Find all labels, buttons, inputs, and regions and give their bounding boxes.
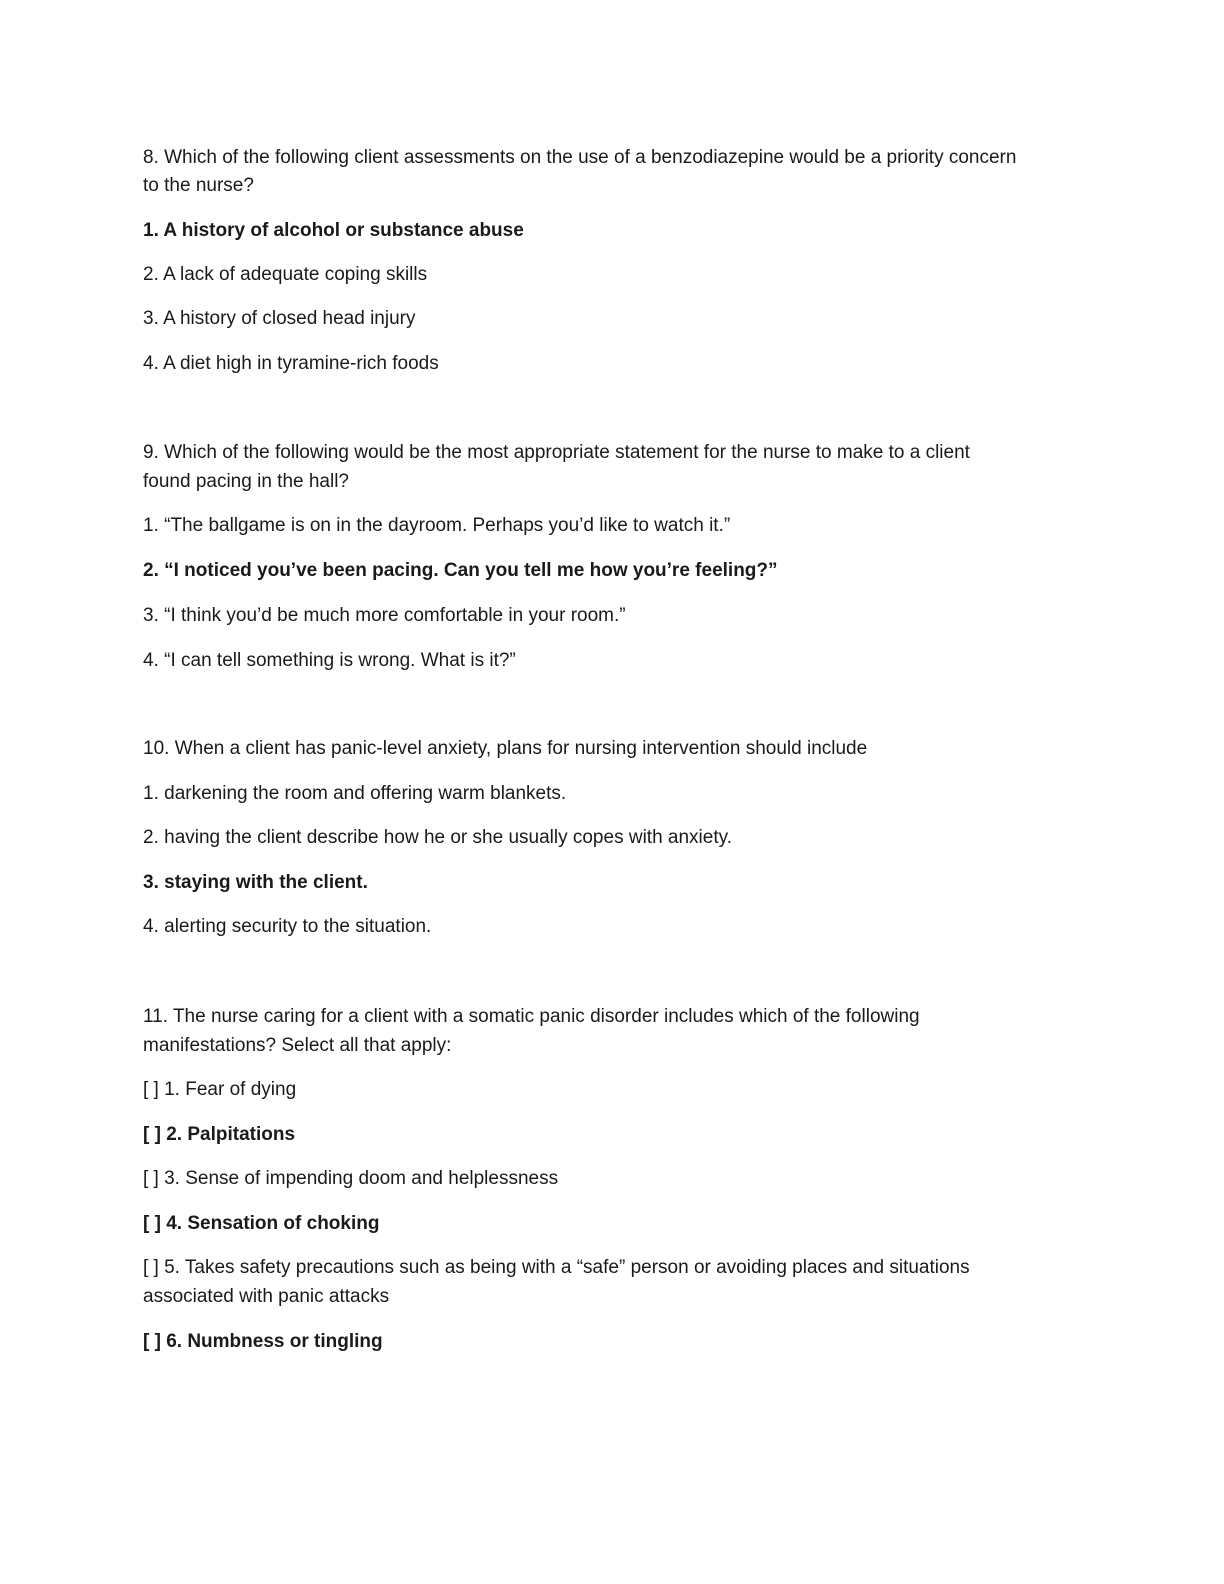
- question-10-option-1: 1. darkening the room and offering warm blankets.: [143, 783, 567, 804]
- question-10-option-4: 4. alerting security to the situation.: [143, 916, 432, 937]
- question-8-stem-line1: 8. Which of the following client assessments on the use of a benzodiazepine would be a priority concern: [143, 147, 1017, 168]
- question-8-option-1: 1. A history of alcohol or substance abuse: [143, 220, 524, 241]
- question-9-option-4: 4. “I can tell something is wrong. What is it?”: [143, 650, 516, 671]
- question-8-stem-line2: to the nurse?: [143, 175, 254, 196]
- question-11-option-1: [ ] 1. Fear of dying: [143, 1079, 297, 1100]
- question-11-option-5-line2: associated with panic attacks: [143, 1286, 390, 1307]
- question-11-stem-line2: manifestations? Select all that apply:: [143, 1035, 452, 1056]
- question-9-option-2: 2. “I noticed you’ve been pacing. Can you tell me how you’re feeling?”: [143, 560, 778, 581]
- question-11-option-6: [ ] 6. Numbness or tingling: [143, 1331, 383, 1352]
- question-10-option-2: 2. having the client describe how he or she usually copes with anxiety.: [143, 827, 732, 848]
- question-9-stem-line1: 9. Which of the following would be the most appropriate statement for the nurse to make to a client: [143, 442, 970, 463]
- question-8-option-4: 4. A diet high in tyramine-rich foods: [143, 353, 439, 374]
- question-11-option-5-line1: [ ] 5. Takes safety precautions such as being with a “safe” person or avoiding places and situations: [143, 1257, 970, 1278]
- question-8-option-2: 2. A lack of adequate coping skills: [143, 264, 428, 285]
- question-11-option-3: [ ] 3. Sense of impending doom and helplessness: [143, 1168, 559, 1189]
- question-9-option-3: 3. “I think you’d be much more comfortable in your room.”: [143, 605, 626, 626]
- question-11-option-4: [ ] 4. Sensation of choking: [143, 1213, 380, 1234]
- question-11-stem-line1: 11. The nurse caring for a client with a somatic panic disorder includes which of the following: [143, 1006, 920, 1027]
- question-9-option-1: 1. “The ballgame is on in the dayroom. Perhaps you’d like to watch it.”: [143, 515, 731, 536]
- question-9-stem-line2: found pacing in the hall?: [143, 471, 349, 492]
- question-10-option-3: 3. staying with the client.: [143, 872, 368, 893]
- question-11-option-2: [ ] 2. Palpitations: [143, 1124, 296, 1145]
- question-8-option-3: 3. A history of closed head injury: [143, 308, 416, 329]
- question-10-stem: 10. When a client has panic-level anxiety, plans for nursing intervention should include: [143, 738, 868, 759]
